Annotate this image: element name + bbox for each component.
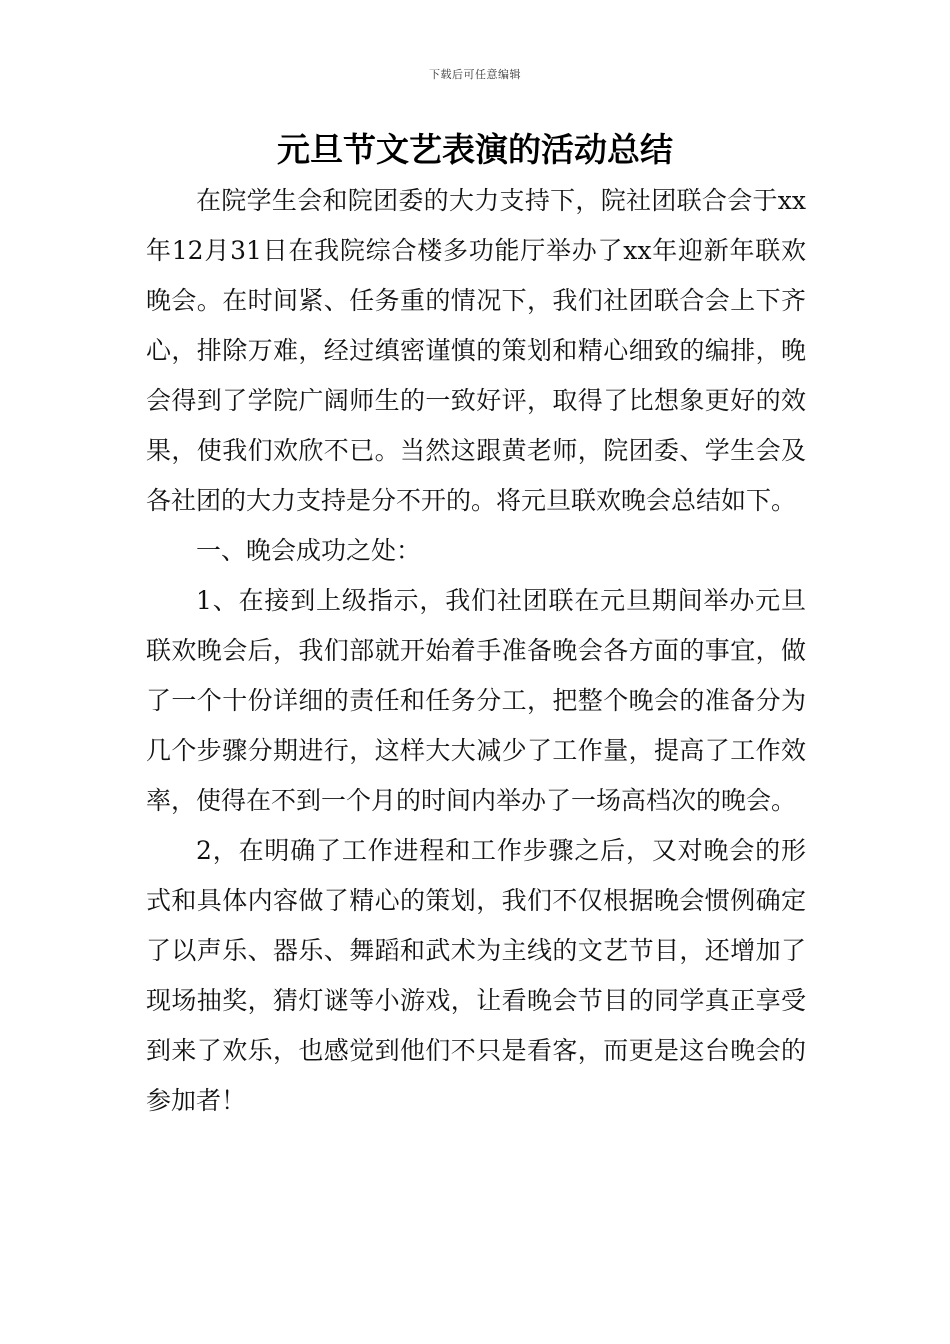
paragraph-point-2: 2，在明确了工作进程和工作步骤之后，又对晚会的形式和具体内容做了精心的策划，我们不仅根据晚会惯例确定了以声乐、器乐、舞蹈和武术为主线的文艺节目，还增加了现场抽奖，猜灯谜等小游戏，让看晚会节目的同学真正享受到来了欢乐，也感觉到他们不只是看客，而更是这台晚会的参加者！: [146, 836, 806, 1115]
paragraph-intro: 在院学生会和院团委的大力支持下，院社团联合会于xx年12月31日在我院综合楼多功能厅举办了xx年迎新年联欢晚会。在时间紧、任务重的情况下，我们社团联合会上下齐心，排除万难，经过缜密谨慎的策划和精心细致的编排，晚会得到了学院广阔师生的一致好评，取得了比想象更好的效果，使我们欢欣不已。当然这跟黄老师，院团委、学生会及各社团的大力支持是分不开的。将元旦联欢晚会总结如下。: [146, 186, 806, 515]
paragraph-section-heading: 一、晚会成功之处：: [196, 536, 422, 565]
header-note: 下载后可任意编辑: [429, 68, 521, 81]
document-body: [146, 176, 806, 1126]
paragraph-point-1: 1、在接到上级指示，我们社团联在元旦期间举办元旦联欢晚会后，我们部就开始着手准备晚会各方面的事宜，做了一个十份详细的责任和任务分工，把整个晚会的准备分为几个步骤分期进行，这样大大减少了工作量，提高了工作效率，使得在不到一个月的时间内举办了一场高档次的晚会。: [146, 586, 806, 815]
document-title: 元旦节文艺表演的活动总结: [277, 130, 673, 169]
